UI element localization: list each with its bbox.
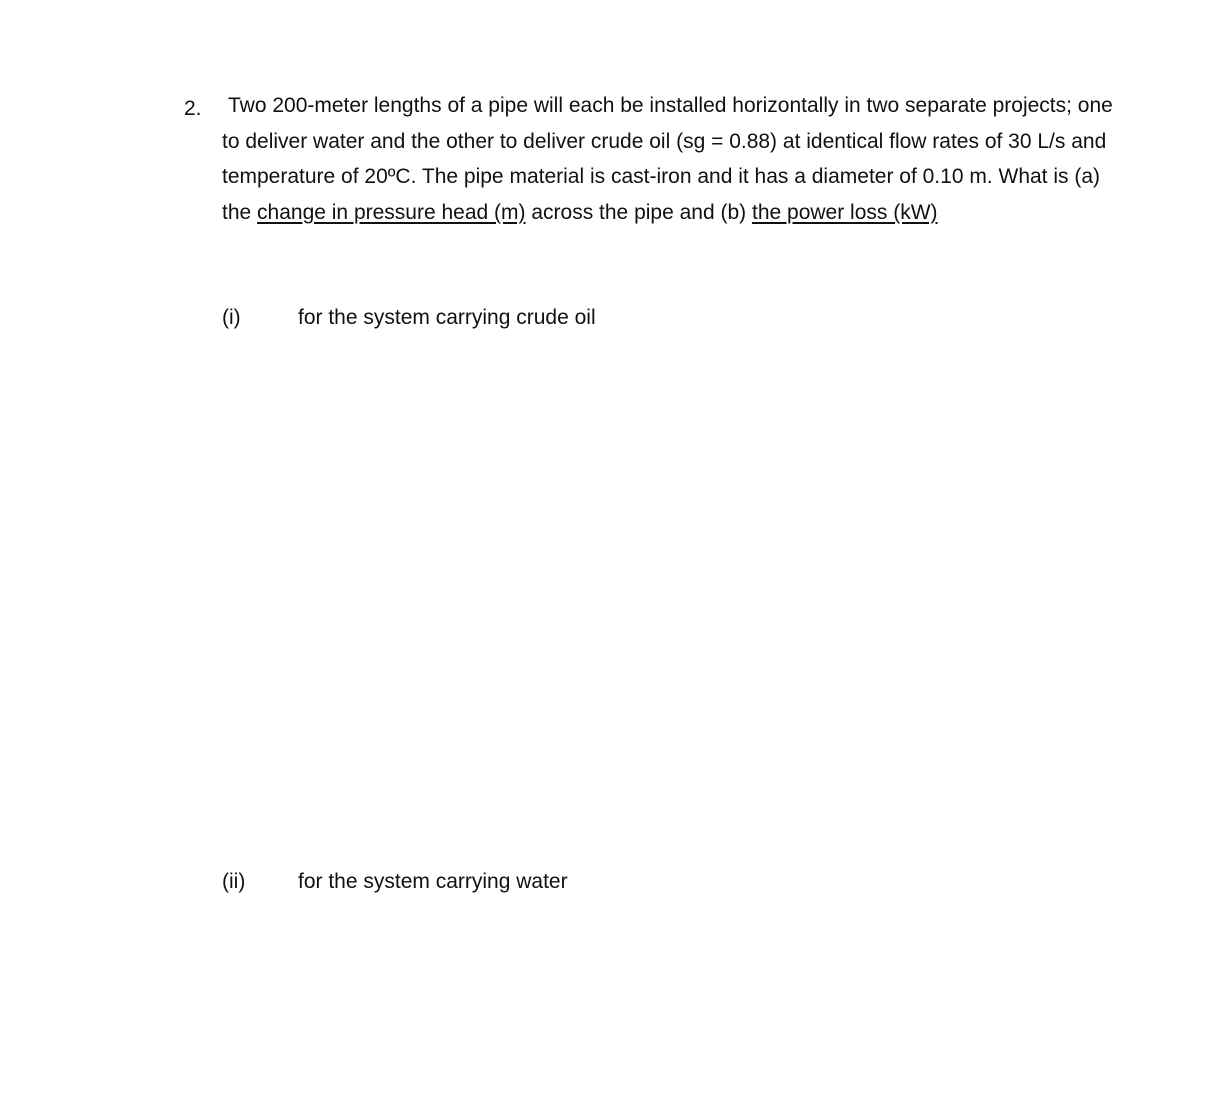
subpart-text: for the system carrying water xyxy=(298,870,568,893)
underlined-power-loss: the power loss (kW) xyxy=(751,200,938,224)
question-text xyxy=(222,88,1127,230)
subpart-label: (i) xyxy=(222,306,241,329)
question-number: 2. xyxy=(184,97,202,120)
subpart-label: (ii) xyxy=(222,870,246,893)
underlined-pressure-head: change in pressure head (m) xyxy=(257,200,526,224)
subpart-text: for the system carrying crude oil xyxy=(298,306,596,329)
question-text-part1: Two 200-meter lengths of a pipe will each be installed horizontally in two separate projects; one to deliver water and the other to deliver crude oil (sg = 0.88) at identical flow rates of 30 L/s and temperature of 20ºC. The pipe material is cast-iron and it has a diameter of 0.10 m. What is (a) the xyxy=(222,94,1113,224)
question-text-part2: across the pipe and (b) xyxy=(525,200,752,224)
